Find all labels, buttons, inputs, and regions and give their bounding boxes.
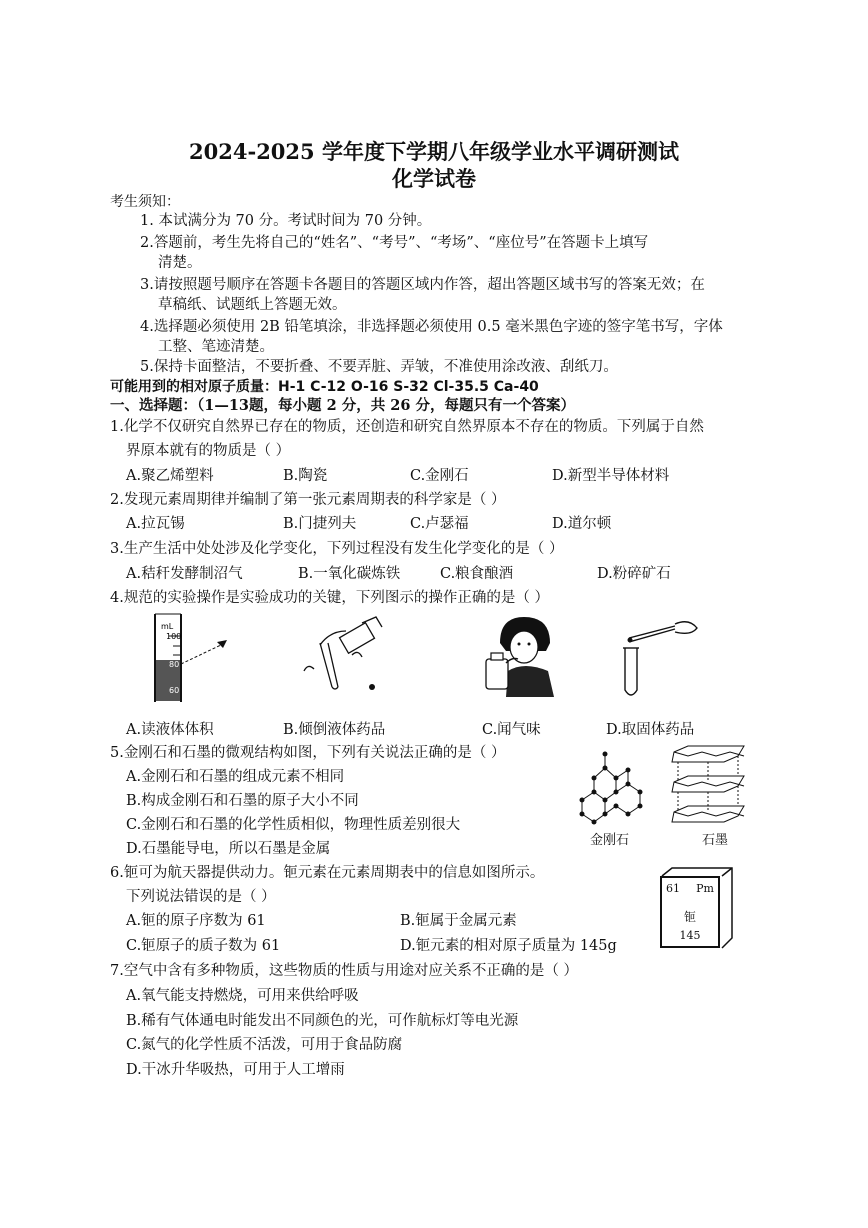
q2-option-c: C.卢瑟福 <box>410 516 469 532</box>
cylinder-tick-100: 100 <box>166 632 182 641</box>
q2-option-a: A.拉瓦锡 <box>126 516 185 532</box>
q7-option-b: B.稀有气体通电时能发出不同颜色的光，可作航标灯等电光源 <box>126 1013 519 1029</box>
q7-option-c: C.氮气的化学性质不活泼，可用于食品防腐 <box>126 1037 403 1053</box>
graduated-cylinder-figure <box>145 612 235 704</box>
q6-stem-cont: 下列说法错误的是（ ） <box>126 889 276 905</box>
q3-option-b: B.一氧化碳炼铁 <box>298 566 401 582</box>
notice-item-2-cont: 清楚。 <box>158 255 202 271</box>
cylinder-tick-60: 60 <box>169 686 180 695</box>
q6-stem: 6.钷可为航天器提供动力。钷元素在元素周期表中的信息如图所示。 <box>110 865 545 881</box>
q5-option-a: A.金刚石和石墨的组成元素不相同 <box>126 769 345 785</box>
notice-item-3-cont: 草稿纸、试题纸上答题无效。 <box>158 297 347 313</box>
q3-stem: 3.生产生活中处处涉及化学变化，下列过程没有发生化学变化的是（ ） <box>110 541 564 557</box>
q2-option-b: B.门捷列夫 <box>283 516 357 532</box>
q5-option-c: C.金刚石和石墨的化学性质相似，物理性质差别很大 <box>126 817 461 833</box>
q2-option-d: D.道尔顿 <box>552 516 612 532</box>
q5-stem: 5.金刚石和石墨的微观结构如图，下列有关说法正确的是（ ） <box>110 745 506 761</box>
notice-item-1: 1. 本试满分为 70 分。考试时间为 70 分钟。 <box>140 213 432 229</box>
diamond-label: 金刚石 <box>590 833 630 848</box>
q3-option-c: C.粮食酿酒 <box>440 566 514 582</box>
q4-option-a: A.读液体体积 <box>126 722 214 738</box>
q6-option-b: B.钷属于金属元素 <box>400 913 517 929</box>
q5-option-b: B.构成金刚石和石墨的原子大小不同 <box>126 793 359 809</box>
q5-option-d: D.石墨能导电，所以石墨是金属 <box>126 841 331 857</box>
q1-option-d: D.新型半导体材料 <box>552 468 670 484</box>
notice-item-5: 5.保持卡面整洁，不要折叠、不要弄脏、弄皱，不准使用涂改液、刮纸刀。 <box>140 359 618 375</box>
q7-stem: 7.空气中含有多种物质，这些物质的性质与用途对应关系不正确的是（ ） <box>110 963 578 979</box>
notice-item-3: 3.请按照题号顺序在答题卡各题目的答题区域内作答，超出答题区域书写的答案无效；在 <box>140 277 705 293</box>
q2-stem: 2.发现元素周期律并编制了第一张元素周期表的科学家是（ ） <box>110 492 506 508</box>
element-number: 61 <box>666 882 680 895</box>
pouring-liquid-figure <box>290 615 390 700</box>
notice-item-4-cont: 工整、笔迹清楚。 <box>158 339 274 355</box>
q3-option-a: A.秸秆发酵制沼气 <box>126 566 243 582</box>
cylinder-unit-label: mL <box>161 622 174 631</box>
element-card-depth <box>660 866 734 950</box>
q4-option-b: B.倾倒液体药品 <box>283 722 386 738</box>
element-symbol: Pm <box>696 882 714 895</box>
smelling-gas-figure <box>478 613 558 698</box>
exam-subtitle: 化学试卷 <box>392 166 476 191</box>
q7-option-a: A.氧气能支持燃烧，可用来供给呼吸 <box>126 988 359 1004</box>
q1-option-a: A.聚乙烯塑料 <box>126 468 214 484</box>
exam-title: 2024-2025 学年度下学期八年级学业水平调研测试 <box>189 139 679 164</box>
q6-option-c: C.钷原子的质子数为 61 <box>126 938 281 954</box>
graphite-label: 石墨 <box>702 833 729 848</box>
q4-stem: 4.规范的实验操作是实验成功的关键，下列图示的操作正确的是（ ） <box>110 590 549 606</box>
q3-option-d: D.粉碎矿石 <box>597 566 671 582</box>
q4-option-c: C.闻气味 <box>482 722 541 738</box>
q1-stem: 1.化学不仅研究自然界已存在的物质，还创造和研究自然界原本不存在的物质。下列属于自然 <box>110 419 704 435</box>
q1-option-b: B.陶瓷 <box>283 468 328 484</box>
solid-reagent-figure <box>615 612 705 704</box>
notice-label: 考生须知： <box>110 194 180 210</box>
diamond-structure-figure <box>570 748 660 830</box>
section-1-heading: 一、选择题：（1—13题，每小题 2 分，共 26 分，每题只有一个答案） <box>110 397 575 414</box>
element-name: 钷 <box>683 910 696 924</box>
atomic-masses: 可能用到的相对原子质量：H-1 C-12 O-16 S-32 Cl-35.5 Ca-40 <box>110 379 539 395</box>
q1-option-c: C.金刚石 <box>410 468 469 484</box>
q4-option-d: D.取固体药品 <box>606 722 695 738</box>
element-mass: 145 <box>679 929 701 942</box>
q6-option-a: A.钷的原子序数为 61 <box>126 913 266 929</box>
notice-item-2: 2.答题前，考生先将自己的“姓名”、“考号”、“考场”、“座位号”在答题卡上填写 <box>140 235 649 251</box>
notice-item-4: 4.选择题必须使用 2B 铅笔填涂，非选择题必须使用 0.5 毫米黑色字迹的签字笔书写，字体 <box>140 319 723 335</box>
cylinder-tick-80: 80 <box>169 660 180 669</box>
graphite-structure-figure <box>668 744 750 830</box>
q1-stem-cont: 界原本就有的物质是（ ） <box>126 443 291 459</box>
q6-option-d: D.钷元素的相对原子质量为 145g <box>400 938 617 954</box>
q7-option-d: D.干冰升华吸热，可用于人工增雨 <box>126 1062 345 1078</box>
